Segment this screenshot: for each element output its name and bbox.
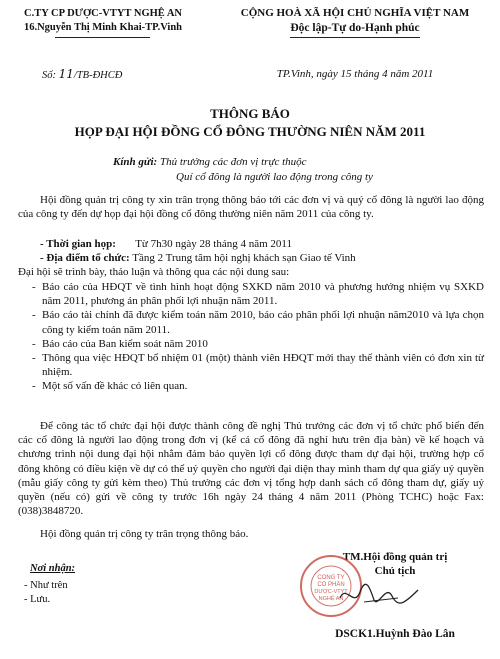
document-date: TP.Vinh, ngày 15 tháng 4 năm 2011 bbox=[276, 68, 434, 80]
addressee-line-2: Quí cổ đông là người lao động trong công ty bbox=[176, 171, 373, 183]
meeting-time bbox=[40, 237, 292, 251]
address-underline bbox=[55, 37, 150, 38]
national-motto: Độc lập-Tự do-Hạnh phúc bbox=[290, 22, 420, 34]
addressee-line-1: Thủ trưởng các đơn vị trực thuộc bbox=[159, 156, 307, 168]
distribution-item: - Như trên bbox=[24, 580, 68, 591]
agenda-item: - Báo cáo của Ban kiểm soát năm 2010 bbox=[32, 337, 484, 351]
distribution-item: - Lưu. bbox=[24, 594, 51, 605]
venue-value: Tầng 2 Trung tâm hội nghị khách sạn Giao tế Vinh bbox=[132, 252, 356, 264]
number-suffix: /TB-ĐHCĐ bbox=[73, 70, 123, 81]
distribution-list bbox=[24, 579, 68, 607]
time-value: Từ 7h30 ngày 28 tháng 4 năm 2011 bbox=[135, 238, 292, 250]
closing-line: Hội đồng quản trị công ty trân trọng thông báo. bbox=[40, 528, 249, 540]
distribution-label: Nơi nhận: bbox=[30, 563, 76, 574]
document-number bbox=[42, 68, 122, 82]
nation-name: CỘNG HOÀ XÃ HỘI CHỦ NGHĨA VIỆT NAM bbox=[240, 7, 470, 19]
agenda-item: - Báo cáo của HĐQT về tình hình hoạt động SXKD năm 2010 và phương hướng nhiệm vụ SXKD năm 2011, phương án phân phối lợi nhuận năm 2011. bbox=[32, 280, 484, 308]
agenda-item: - Báo cáo tài chính đã được kiểm toán năm 2010, báo cáo phân phối lợi nhuận năm2010 và lựa chọn công ty kiểm toán năm 2011. bbox=[32, 308, 484, 336]
signatory-name: DSCK1.Huỳnh Đào Lân bbox=[335, 628, 455, 640]
number-value: 11 bbox=[58, 67, 74, 81]
svg-text:CÔNG TY: CÔNG TY bbox=[317, 575, 345, 581]
addressees bbox=[113, 155, 307, 169]
agenda-intro: Đại hội sẽ trình bày, thảo luận và thông qua các nội dung sau: bbox=[18, 266, 290, 278]
agenda-item: - Một số vấn đề khác có liên quan. bbox=[32, 379, 484, 393]
notice-title: THÔNG BÁO bbox=[210, 106, 290, 121]
handwritten-signature bbox=[334, 578, 424, 614]
agenda-list bbox=[32, 280, 484, 394]
meeting-venue bbox=[40, 251, 356, 265]
svg-text:NGHỆ AN: NGHỆ AN bbox=[318, 596, 344, 602]
motto-underline bbox=[290, 37, 420, 38]
svg-text:DƯỢC-VTYT: DƯỢC-VTYT bbox=[314, 589, 348, 595]
notice-subtitle: HỌP ĐẠI HỘI ĐỒNG CỔ ĐÔNG THƯỜNG NIÊN NĂM 2011 bbox=[74, 124, 426, 139]
svg-text:CỔ PHẦN: CỔ PHẦN bbox=[317, 582, 345, 588]
time-label: - Thời gian họp: bbox=[40, 238, 116, 250]
signatory-role: Chủ tịch bbox=[374, 565, 416, 577]
venue-label: - Địa điểm tổ chức: bbox=[40, 252, 130, 264]
number-prefix: Số: bbox=[42, 70, 56, 81]
agenda-item: - Thông qua việc HĐQT bổ nhiệm 01 (một) thành viên HĐQT mới thay thế thành viên có đơn xin từ nhiệm. bbox=[32, 351, 484, 379]
company-name: C.TY CP DƯỢC-VTYT NGHỆ AN bbox=[24, 8, 182, 19]
signatory-capacity: TM.Hội đồng quản trị bbox=[342, 551, 448, 563]
instructions-paragraph: Để công tác tổ chức đại hội được thành công đề nghị Thủ trưởng các đơn vị tổ chức phổ biến đến các cổ đông là người lao động trong đơn vị (kể cả cổ đông đã nghỉ hưu trên địa bàn) về kế hoạch và chương trình nội dung đại hội nhằm đảm bảo quyền lợi cổ đông được tham dự đại hội, trường hợp cổ đông không có điều kiện về dự có thể uỷ quyền cho người đại diện thay mình tham dự qua giấy uỷ quyền (mẫu giấy công ty gửi kèm theo) Thủ trưởng các đơn vị tổng hợp danh sách cổ đông tham dự, giấy uỷ quyền (nếu có) gửi về công ty trước 16h ngày 24 tháng 4 năm 2011 (Phòng TCHC) hoặc Fax: (038)3848720. bbox=[18, 420, 484, 518]
addressee-label: Kính gửi: bbox=[113, 156, 158, 168]
company-address: 16.Nguyễn Thị Minh Khai-TP.Vinh bbox=[23, 22, 183, 33]
intro-paragraph: Hội đồng quản trị công ty xin trân trọng thông báo tới các đơn vị và quý cổ đông là người lao động của công ty đến dự họp đại hội đồng cổ đông thường niên năm 2011 của công ty. bbox=[18, 194, 484, 221]
